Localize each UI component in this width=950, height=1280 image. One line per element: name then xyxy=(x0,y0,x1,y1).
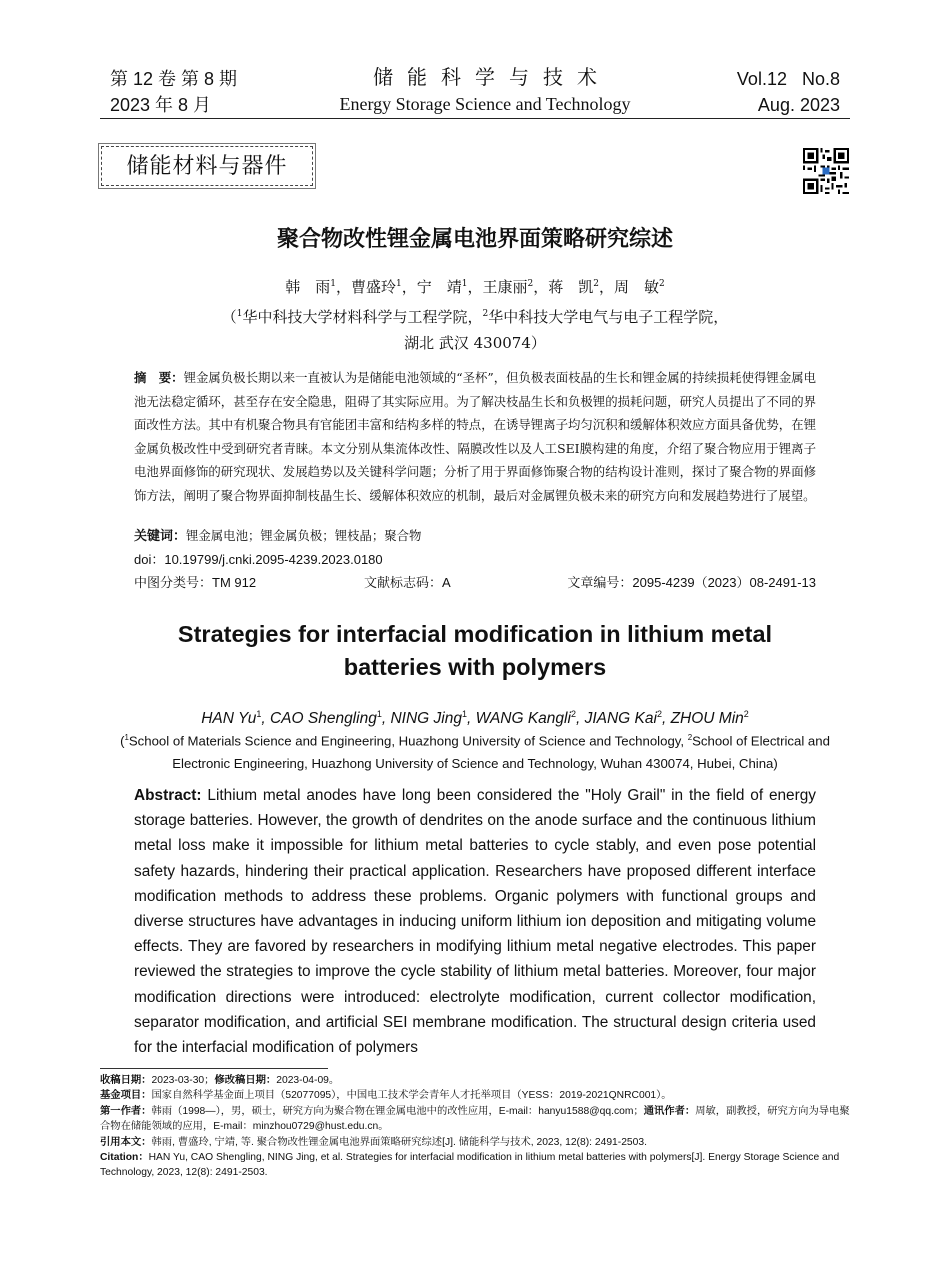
footnote-dates: 收稿日期：2023-03-30；修改稿日期：2023-04-09。 xyxy=(100,1075,340,1086)
authors-cn: 韩 雨$^1$，曹盛玲$^1$，宁 靖$^1$，王康丽$^2$，蒋 凯$^2$，周 敏$^2$ xyxy=(285,278,665,296)
document-code: 文献标志码：A xyxy=(364,575,451,590)
affiliation-cn: （$^1$华中科技大学材料科学与工程学院，$^2$华中科技大学电气与电子工程学院， 湖北 武汉 430074） xyxy=(221,308,729,352)
date-cn: 2023 年 8 月 xyxy=(110,95,212,115)
title-cn: 聚合物改性锂金属电池界面策略研究综述 xyxy=(276,226,673,251)
article-number: 文章编号：2095-4239（2023）08-2491-13 xyxy=(567,575,816,590)
title-en: Strategies for interfacial modification in lithium metal batteries with polymers xyxy=(177,621,773,680)
abstract-en-label: Abstract: xyxy=(134,787,202,804)
qr-code-icon[interactable] xyxy=(803,148,849,194)
volume-issue-en: Vol.12 No.8 xyxy=(736,69,840,89)
volume-issue-cn: 第 12 卷 第 8 期 xyxy=(110,69,238,89)
affiliation-en: ($^1$School of Materials Science and Engineering, Huazhong University of Science and Technology, $^2$School of Electrical and Electronic Engineering, Huazhong University of Science and Technology, Wuhan 430074, Hubei, China) xyxy=(120,733,830,771)
author-en: JIANG Kai xyxy=(584,710,657,728)
section-label: 储能材料与器件 xyxy=(101,146,313,186)
author-en: CAO Shengling xyxy=(269,710,377,728)
abstract-cn-label: 摘 要： xyxy=(134,370,184,385)
keywords-label: 关键词： xyxy=(134,528,187,543)
journal-name-cn: 储能科学与技术 xyxy=(373,65,611,89)
author-cn: 王康丽 xyxy=(482,278,528,296)
footnote-authors: 第一作者：韩雨（1998—），男，硕士，研究方向为聚合物在锂金属电池中的改性应用，E-mail：hanyu1588@qq.com；通讯作者：周敏，副教授，研究方向为导电聚合物在储能领域的应用，E-mail：minzhou0729@hust.edu.cn。 xyxy=(100,1105,850,1133)
header-right xyxy=(737,66,840,118)
footnote-divider xyxy=(100,1068,328,1069)
abstract-cn xyxy=(134,366,816,508)
keywords-text: 锂金属电池；锂金属负极；锂枝晶；聚合物 xyxy=(186,528,422,543)
journal-name-en: Energy Storage Science and Technology xyxy=(339,94,631,114)
classification-number: 中图分类号：TM 912 xyxy=(134,575,257,590)
author-cn: 周 敏 xyxy=(614,278,660,296)
author-en: WANG Kangli xyxy=(475,710,571,728)
header-divider xyxy=(100,118,850,119)
header-center xyxy=(300,64,670,118)
doi[interactable]: doi：10.19799/j.cnki.2095-4239.2023.0180 xyxy=(134,552,383,567)
author-cn: 宁 靖 xyxy=(416,278,462,296)
footnote-cite-en: Citation：HAN Yu, CAO Shengling, NING Jing, et al. Strategies for interfacial modification in lithium metal batteries with polymers[J]. Energy Storage Science and Technology, 2023, 12(8): 2491-2503. xyxy=(100,1152,840,1179)
author-cn: 韩 雨 xyxy=(285,278,331,296)
author-en: NING Jing xyxy=(390,710,462,728)
abstract-en xyxy=(134,783,816,1060)
author-cn: 曹盛玲 xyxy=(350,278,396,296)
author-en: HAN Yu xyxy=(201,710,257,728)
header-left xyxy=(110,66,237,118)
author-cn: 蒋 凯 xyxy=(548,278,594,296)
authors-en: HAN Yu$^1$, CAO Shengling$^1$, NING Jing$^1$, WANG Kangli$^2$, JIANG Kai$^2$, ZHOU Min$^2$ xyxy=(201,709,749,728)
author-en: ZHOU Min xyxy=(670,710,744,728)
abstract-en-text: Lithium metal anodes have long been considered the "Holy Grail" in the field of energy storage batteries. However, the growth of dendrites on the anode surface and the continuous lithium metal loss make it impossible for lithium metal batteries to cycle stably, and even pose potential safety hazards, hindering their practical application. Researchers have proposed different interface modification methods to address these problems. Organic polymers with functional groups and diverse structures have advantages in inducing uniform lithium ion deposition and mitigating volume effects. They are favored by researchers in modifying lithium metal negative electrodes. This paper reviewed the strategies to improve the cycle stability of lithium metal batteries. Moreover, four major modification directions were introduced: electrolyte modification, current collector modification, separator modification, and artificial SEI membrane modification. The structural design criteria used for the interfacial modification of polymers xyxy=(134,787,816,1057)
footnote-cite-cn: 引用本文：韩雨, 曹盛玲, 宁靖, 等. 聚合物改性锂金属电池界面策略研究综述[J]. 储能科学与技术, 2023, 12(8): 2491-2503. xyxy=(100,1136,647,1148)
footnotes xyxy=(100,1073,850,1181)
abstract-cn-text: 锂金属负极长期以来一直被认为是储能电池领域的“圣杯”，但负极表面枝晶的生长和锂金属的持续损耗使得锂金属电池无法稳定循环，甚至存在安全隐患，阻碍了其实际应用。为了解决枝晶生长和负极锂的损耗问题，研究人员提出了不同的界面改性方法。其中有机聚合物具有官能团丰富和结构多样的特点，在诱导锂离子均匀沉积和缓解体积效应方面具备优势，在锂金属负极改性中受到研究者青睐。本文分别从集流体改性、隔膜改性以及人工SEI膜构建的角度，介绍了聚合物应用于锂离子电池界面修饰的研究现状、发展趋势以及关键科学问题；分析了用于界面修饰聚合物的结构设计准则，探讨了聚合物的界面修饰方法，阐明了聚合物界面抑制枝晶生长、缓解体积效应的机制，最后对金属锂负极未来的研究方向和发展趋势进行了展望。 xyxy=(134,370,817,503)
date-en: Aug. 2023 xyxy=(757,95,840,115)
footnote-fund: 基金项目：国家自然科学基金面上项目（52077095），中国电工技术学会青年人才托举项目（YESS：2019-2021QNRC001）。 xyxy=(100,1090,672,1102)
keywords xyxy=(134,526,421,546)
